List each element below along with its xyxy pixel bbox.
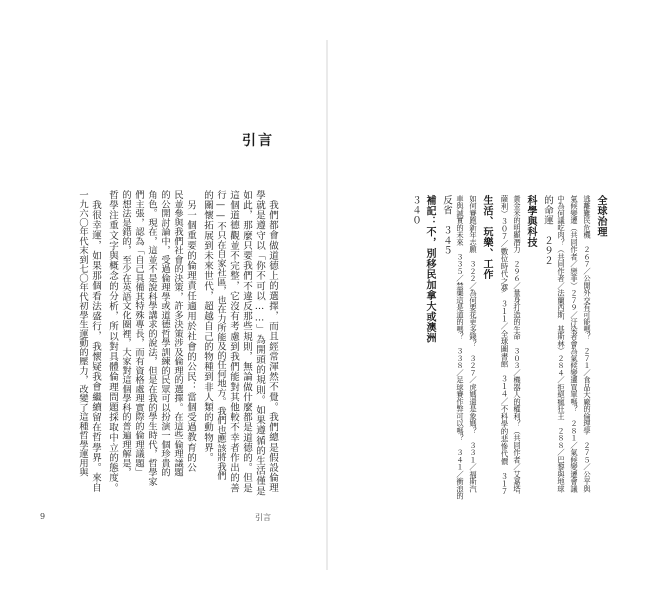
- page-number: 9: [40, 512, 46, 521]
- section-title: 引言: [242, 133, 274, 149]
- body-line: 另一個重要的倫理責任適用於社會的公民：當個受過教育的公: [185, 200, 196, 473]
- toc-section-heading: 科學與科技: [525, 195, 536, 248]
- body-line: 一九六〇年代末到七〇年代初學生運動的壓力，改變了這種哲學運用與: [77, 190, 88, 477]
- body-line: 行——不只在自家社區，也在力所能及的任何地方。我們也應該將我們: [215, 190, 226, 481]
- toc-entry: ３４０: [410, 195, 421, 226]
- toc-entry: 黃金米的明顯潛力 ２９６／量身打造的生命 ３０３／機器人的權利？（共同作者／艾嘉塔．: [513, 195, 522, 500]
- body-line: 的公開討論中，受過倫理學或道德哲學訓練的民眾可以扮演一個珍貴的: [159, 190, 170, 477]
- toc-section-heading: 生活、玩樂、工作: [481, 195, 492, 280]
- body-line: 我很幸運，如果那個看法盛行，我懷疑我會繼續留在哲學界。來自: [90, 200, 101, 493]
- body-line: 的想法是錯的，至少在英語文化圈裡，大家對這個學科的普遍理解是，: [120, 190, 131, 477]
- body-line: 我們都會做道德上的選擇，而且經常渾然不覺。我們總是假設倫理: [267, 200, 278, 493]
- toc-section-heading: 補記：不，別移民加拿大或澳洲: [424, 195, 435, 344]
- running-head: 引言: [255, 513, 271, 522]
- toc-entry: 如何賽跑新年志願 ３２２／為何要花更多錢？ ３２７／虎媽還是象媽？ ３３１／福斯汽: [469, 195, 478, 493]
- left-page: [0, 0, 327, 609]
- body-line: 如此，那麼只要我們不違反那些規則，無論做什麼都是道德的。但是: [241, 190, 252, 493]
- body-line: 這個道德觀並不完整，它沒有考慮到我們能對其他較不幸者作出的善: [228, 190, 239, 493]
- body-line: 們主張，認為「自己具備其特殊專長，而有資格處理實際的倫理議題」: [133, 190, 144, 477]
- toc-entry: 的命運 ２９２: [542, 195, 553, 266]
- body-line: 學就是遵守以「你不可以……」為開頭的規則。如果遵循的生活僅是: [254, 190, 265, 496]
- right-page: [328, 0, 655, 609]
- toc-entry: 氣候變遷（共同作者／戀菲）２７９／汙染者會為氣候變遷買單嗎？ ２８１／氣候變遷會議: [570, 195, 579, 493]
- toc-entry: 中為何議吃肉？（共同作者／法蘭西斯．基斯林）２８４／拒絕瘋狂王 ２８８／巴黎與地球: [557, 195, 566, 493]
- body-line: 的關懷拓展到未來世代，超越自己的物種到非人類的動物界。: [202, 190, 213, 463]
- toc-entry: 反省 ３４５: [441, 195, 452, 256]
- body-line: 民並參與我們社會的決策，許多決策涉及倫理的選擇。在這些倫理議題: [172, 190, 183, 477]
- toc-entry: 車與誠實的未來 ３３５／禁藥這是道的嗎？ ３３８／足球賽作弊可以嗎？ ３４１／衝浪的: [456, 195, 465, 500]
- body-line: 哲學注重文字與概念的分析，所以對具體倫理問題採取中立的態度。: [107, 190, 118, 493]
- toc-entry: 逃離難民危機 ２６７／公開外交有可能嗎？ ２７１／食品大廠的倫理學 ２７５／公平與: [583, 195, 592, 493]
- toc-entry: 薩利）３０７／數位時代之夢 ３１１／全球圖書館 ３１４／不科學的悲慘代價 ３１７: [500, 195, 509, 495]
- toc-section-heading: 全球治理: [595, 195, 606, 238]
- body-line: 角色。現在，這並不是說科學講求的說法，但是在我的學生時代，哲學家: [146, 190, 157, 486]
